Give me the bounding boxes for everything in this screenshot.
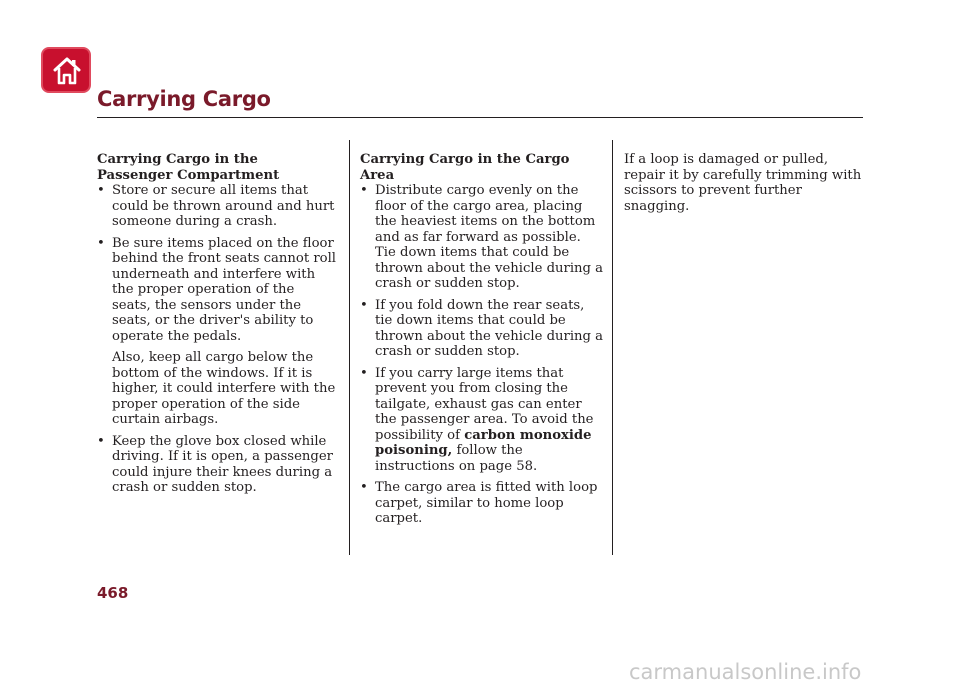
bullet-symbol: • — [97, 433, 105, 449]
list-item-text: Be sure items placed on the floor behind the front seats cannot roll underneath and interfere with the proper operation of the seats, the sensors under the seats, or the driver's ability to operate the pedals. — [112, 235, 337, 344]
list-item-text: Keep the glove box closed while driving. If it is open, a passenger could injure their knees during a crash or sudden stop. — [112, 433, 333, 495]
column-notes — [624, 152, 869, 214]
list-item-text: Store or secure all items that could be thrown around and hurt someone during a crash. — [112, 183, 335, 229]
list-item — [360, 183, 604, 292]
bullet-symbol: • — [360, 365, 368, 381]
page-reference-text: follow the instructions on page 58. — [375, 443, 538, 474]
page-number: 468 — [97, 584, 129, 602]
carbon-monoxide-warning: carbon monoxide poisoning, — [375, 427, 592, 458]
column-divider — [349, 140, 350, 555]
passenger-bullet-list — [97, 183, 337, 344]
airbag-note: Also, keep all cargo below the bottom of the windows. If it is higher, it could interfere with the proper operation of the side curtain airbags. — [112, 350, 336, 427]
list-item — [360, 298, 604, 360]
bullet-symbol: • — [360, 183, 368, 198]
list-item — [360, 366, 604, 475]
passenger-bullet-list-cont — [97, 434, 337, 496]
cargo-area-heading: Carrying Cargo in the Cargo Area — [360, 152, 570, 183]
bullet-symbol: • — [360, 297, 368, 313]
list-item — [97, 434, 337, 496]
home-button[interactable] — [41, 47, 91, 93]
column-passenger-compartment — [97, 152, 337, 502]
list-item — [360, 480, 604, 527]
watermark: carmanualsonline.info — [629, 660, 862, 684]
column-divider — [612, 140, 613, 555]
list-item-text: The cargo area is fitted with loop carpet, similar to home loop carpet. — [375, 480, 598, 526]
list-item-text: If you fold down the rear seats, tie down items that could be thrown about the vehicle during a crash or sudden stop. — [375, 297, 604, 359]
list-item — [97, 236, 337, 345]
list-item — [97, 183, 337, 230]
list-item-text: If you carry large items that prevent you from closing the tailgate, exhaust gas can enter the passenger area. To avoid the possibility of — [375, 365, 594, 443]
section-title: Carrying Cargo — [97, 87, 271, 111]
loop-carpet-note: If a loop is damaged or pulled, repair it by carefully trimming with scissors to prevent further snagging. — [624, 152, 862, 214]
cargo-bullet-list — [360, 183, 604, 527]
passenger-compartment-heading: Carrying Cargo in the Passenger Compartment — [97, 152, 280, 183]
home-icon — [52, 56, 82, 86]
bullet-symbol: • — [97, 235, 105, 251]
bullet-symbol: • — [97, 183, 105, 198]
list-item-text: Distribute cargo evenly on the floor of the cargo area, placing the heaviest items on the bottom and as far forward as possible. Tie down items that could be thrown about the vehicle during a crash or sudden stop. — [375, 183, 604, 291]
title-divider — [97, 117, 863, 118]
column-cargo-area — [360, 152, 604, 533]
bullet-symbol: • — [360, 480, 368, 495]
